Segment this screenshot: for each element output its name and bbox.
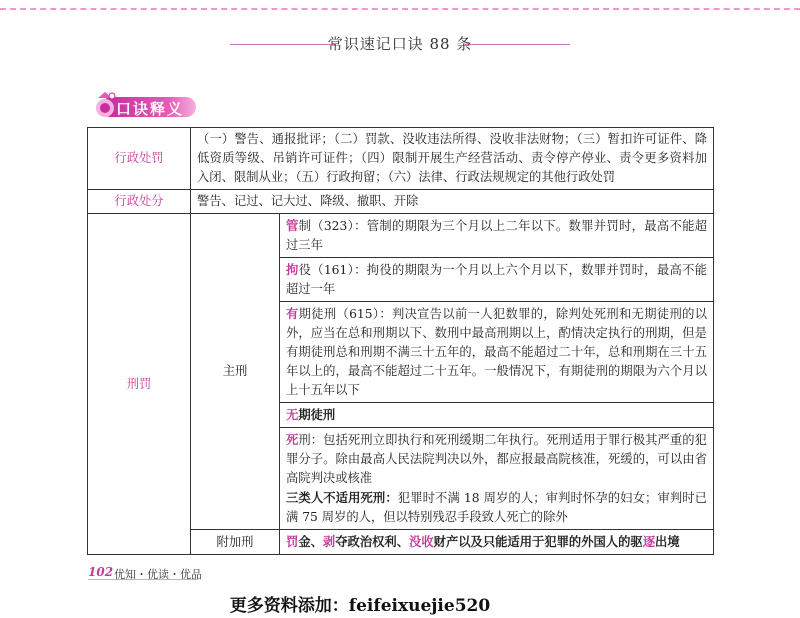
top-dashed-border	[0, 8, 800, 10]
hl-fine: 罚	[286, 534, 299, 549]
sublabel-main-penalty: 主刑	[191, 214, 280, 530]
sublabel-additional-penalty: 附加刑	[191, 530, 280, 555]
text-deprivation: 夺政治权利、	[335, 534, 410, 549]
text-detention: 役（161）：拘役的期限为一个月以上六个月以下，数罪并罚时，最高不能超过一年	[286, 263, 707, 296]
desc-fixed-term	[280, 302, 714, 403]
hl-detention: 拘	[286, 262, 299, 277]
footer-tagline: 优知・优读・优品	[114, 568, 202, 581]
hl-confiscation: 没收	[409, 534, 434, 549]
text-fixed-term: 期徒刑（615）：判决宣告以前一人犯数罪的，除判处死刑和无期徒刑的以外，应当在总和刑期以下、数刑中最高刑期以上，酌情决定执行的刑期，但是有期徒刑总和刑期不满三十五年的，最高不能超过二十年，总和刑期在三十五年以上的，最高不能超过二十五年。一般情况下，有期徒刑的期限为六个月以上十五年以下	[286, 307, 707, 397]
desc-additional	[280, 530, 714, 555]
page-header-title: 常识速记口诀 88 条	[327, 35, 473, 53]
table-row-admin-penalty	[88, 128, 714, 190]
row-label-admin-penalty: 行政处罚	[88, 128, 191, 190]
text-control: 制（323）：管制的期限为三个月以上二年以下。数罪并罚时，最高不能超过三年	[286, 219, 707, 252]
row-label-criminal: 刑罚	[88, 214, 191, 555]
hl-life: 无	[286, 407, 299, 422]
section-title: 口诀释义	[116, 100, 185, 118]
table-row-admin-sanction	[88, 190, 714, 214]
page-footer	[88, 565, 208, 581]
row-desc-admin-penalty: （一）警告、通报批评；（二）罚款、没收违法所得、没收非法财物；（三）暂扣许可证件、降低资质等级、吊销许可证件；（四）限制开展生产经营活动、责令停产停业、责令更多资料加入闭、限制从业；（五）行政拘留；（六）法律、行政法规规定的其他行政处罚	[191, 128, 714, 190]
section-badge	[88, 90, 208, 120]
death-exempt-text: 犯罪时不满 18 周岁的人；审判时怀孕的妇女；审判时已满 75 周岁的人，但以特别残忍手段致人死亡的除外	[286, 491, 707, 524]
hl-death: 死	[286, 432, 299, 447]
footer-rule	[88, 579, 198, 580]
desc-detention	[280, 258, 714, 302]
text-life: 期徒刑	[298, 407, 336, 422]
content-table	[87, 127, 714, 555]
text-fine: 金、	[298, 534, 323, 549]
bottom-note: 更多资料添加：feifeixuejie520	[229, 596, 491, 616]
hl-control: 管	[286, 218, 299, 233]
text-confiscation: 财产以及只能适用于犯罪的外国人的	[433, 534, 631, 549]
page-number: 102	[88, 565, 114, 579]
desc-control	[280, 214, 714, 258]
row-desc-admin-sanction: 警告、记过、记大过、降级、撤职、开除	[191, 190, 714, 214]
table-row-control	[88, 214, 714, 258]
hl-expel: 逐	[642, 534, 656, 549]
text-expel-2: 出境	[655, 534, 680, 549]
text-expel-1: 驱	[630, 534, 643, 549]
desc-life	[280, 403, 714, 428]
text-death: 刑：包括死刑立即执行和死刑缓期二年执行。死刑适用于罪行极其严重的犯罪分子。除由最高人民法院判决以外，都应报最高院核准，死缓的，可以由省高院判决或核准	[286, 433, 707, 485]
hl-fixed-term: 有	[286, 306, 299, 321]
row-label-admin-sanction: 行政处分	[88, 190, 191, 214]
death-exempt-label: 三类人不适用死刑：	[286, 490, 398, 505]
desc-death	[280, 428, 714, 530]
hl-deprivation: 剥	[322, 534, 336, 549]
